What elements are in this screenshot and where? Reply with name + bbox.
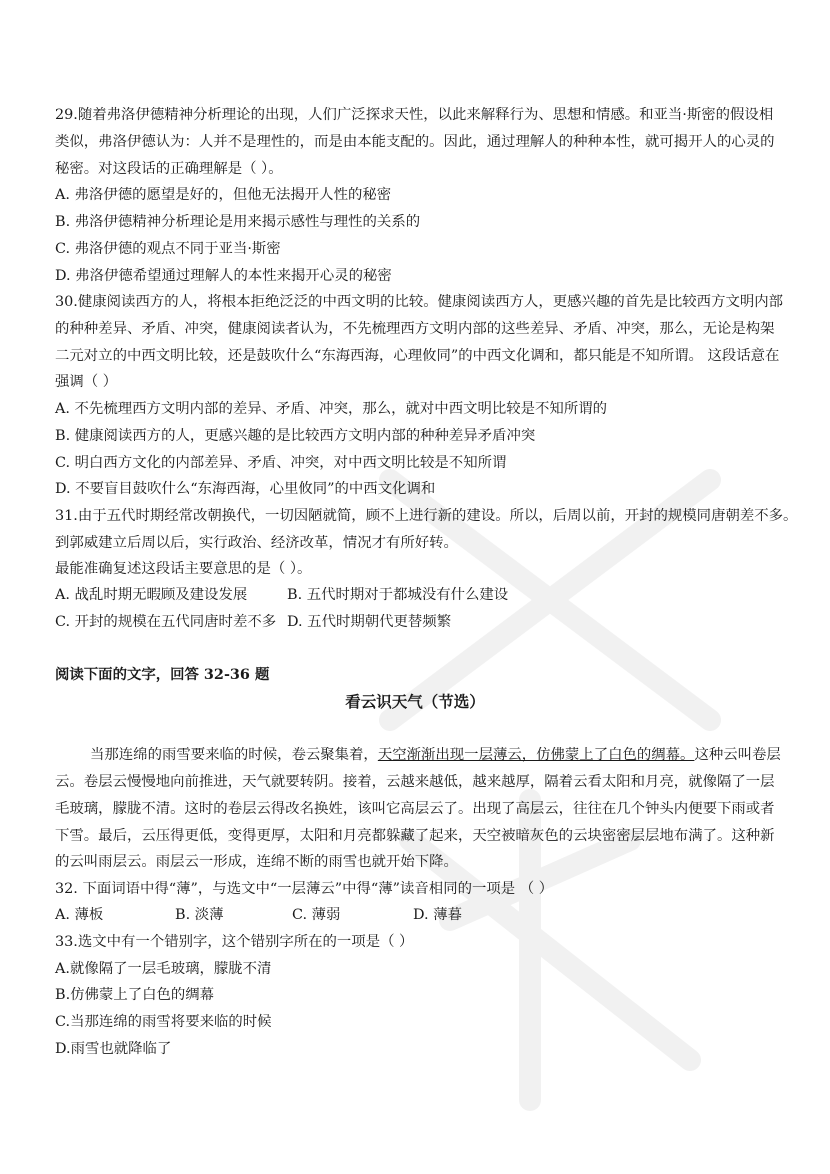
passage-line-3: 毛玻璃，朦胧不清。这时的卷层云得改名换姓，该叫它高层云了。出现了高层云，往往在几个钟头内便要下雨或者 [55,801,775,817]
q30-stem-line-4: 强调（ ） [55,374,118,390]
q32-option-a: A. 薄板 [55,907,104,923]
q33-option-b: B.仿佛蒙上了白色的绸幕 [55,987,215,1003]
passage-line-1-end: 这种云叫卷层 [694,747,781,763]
q33-option-a: A.就像隔了一层毛玻璃，朦胧不清 [55,961,272,977]
q31-stem-line-1: 31.由于五代时期经常改朝换代，一切因陋就简，顾不上进行新的建设。所以，后周以前，开封的规模同唐朝差不多。 [55,508,798,524]
passage-line-4: 下雪。最后，云压得更低，变得更厚，太阳和月亮都躲藏了起来，天空被暗灰色的云块密密层层地布满了。这种新 [55,828,775,844]
q29-option-a: A. 弗洛伊德的愿望是好的，但他无法揭开人性的秘密 [55,187,392,203]
q30-option-c: C. 明白西方文化的内部差异、矛盾、冲突，对中西文明比较是不知所谓 [55,455,507,471]
q32-stem: 32. 下面词语中得“薄”，与选文中“一层薄云”中得“薄”读音相同的一项是 （ ） [55,881,554,897]
q29-stem-line-3: 秘密。对这段话的正确理解是（ ）。 [55,161,283,177]
passage-line-1-start: 当那连绵的雨雪要来临的时候，卷云聚集着， [90,747,378,763]
q33-option-d: D.雨雪也就降临了 [55,1041,172,1057]
q32-option-d: D. 薄暮 [413,907,462,923]
q33-option-c: C.当那连绵的雨雪将要来临的时候 [55,1014,272,1030]
q31-stem-line-2: 到郭威建立后周以后，实行政治、经济改革，情况才有所好转。 [55,535,458,551]
q31-option-a: A. 战乱时期无暇顾及建设发展 [55,587,248,603]
passage-line-1 [90,745,781,765]
q30-option-b: B. 健康阅读西方的人，更感兴趣的是比较西方文明内部的种种差异矛盾冲突 [55,428,536,444]
passage-underlined-sentence: 天空渐渐出现一层薄云，仿佛蒙上了白色的绸幕。 [377,747,695,763]
q29-option-b: B. 弗洛伊德精神分析理论是用来揭示感性与理性的关系的 [55,214,421,230]
q30-stem-line-2: 的种种差异、矛盾、冲突，健康阅读者认为，不先梳理西方文明内部的这些差异、矛盾、冲突，那么，无论是构架 [55,321,775,337]
q31-option-b: B. 五代时期对于都城没有什么建设 [287,587,509,603]
q29-stem-line-2: 类似，弗洛伊德认为：人并不是理性的，而是由本能支配的。因此，通过理解人的种种本性，就可揭开人的心灵的 [55,134,775,150]
q29-option-c: C. 弗洛伊德的观点不同于亚当·斯密 [55,241,281,257]
q29-stem-line-1: 29.随着弗洛伊德精神分析理论的出现，人们广泛探求天性，以此来解释行为、思想和情感。和亚当·斯密的假设相 [55,107,774,123]
q32-option-c: C. 薄弱 [292,907,341,923]
q31-option-c: C. 开封的规模在五代同唐时差不多 [55,614,277,630]
passage-line-5: 的云叫雨层云。雨层云一形成，连绵不断的雨雪也就开始下降。 [55,854,458,870]
passage-title: 看云识天气（节选） [345,692,485,711]
q33-stem: 33.选文中有一个错别字，这个错别字所在的一项是（ ） [55,934,414,950]
q31-stem-line-3: 最能准确复述这段话主要意思的是（ ）。 [55,561,312,577]
q30-option-d: D. 不要盲目鼓吹什么“东海西海，心里攸同”的中西文化调和 [55,481,436,497]
reading-heading: 阅读下面的文字，回答 32-36 题 [55,666,270,683]
q30-stem-line-3: 二元对立的中西文明比较，还是鼓吹什么“东海西海，心理攸同”的中西文化调和，都只能是不知所谓。 这段话意在 [55,348,780,364]
q30-option-a: A. 不先梳理西方文明内部的差异、矛盾、冲突，那么，就对中西文明比较是不知所谓的 [55,401,607,417]
passage-line-2: 云。卷层云慢慢地向前推进，天气就要转阴。接着，云越来越低，越来越厚，隔着云看太阳和月亮，就像隔了一层 [55,774,775,790]
q31-option-d: D. 五代时期朝代更替频繁 [287,614,452,630]
q30-stem-line-1: 30.健康阅读西方的人，将根本拒绝泛泛的中西文明的比较。健康阅读西方人，更感兴趣的首先是比较西方文明内部 [55,294,784,310]
q32-option-b: B. 淡薄 [175,907,224,923]
q29-option-d: D. 弗洛伊德希望通过理解人的本性来揭开心灵的秘密 [55,268,392,284]
